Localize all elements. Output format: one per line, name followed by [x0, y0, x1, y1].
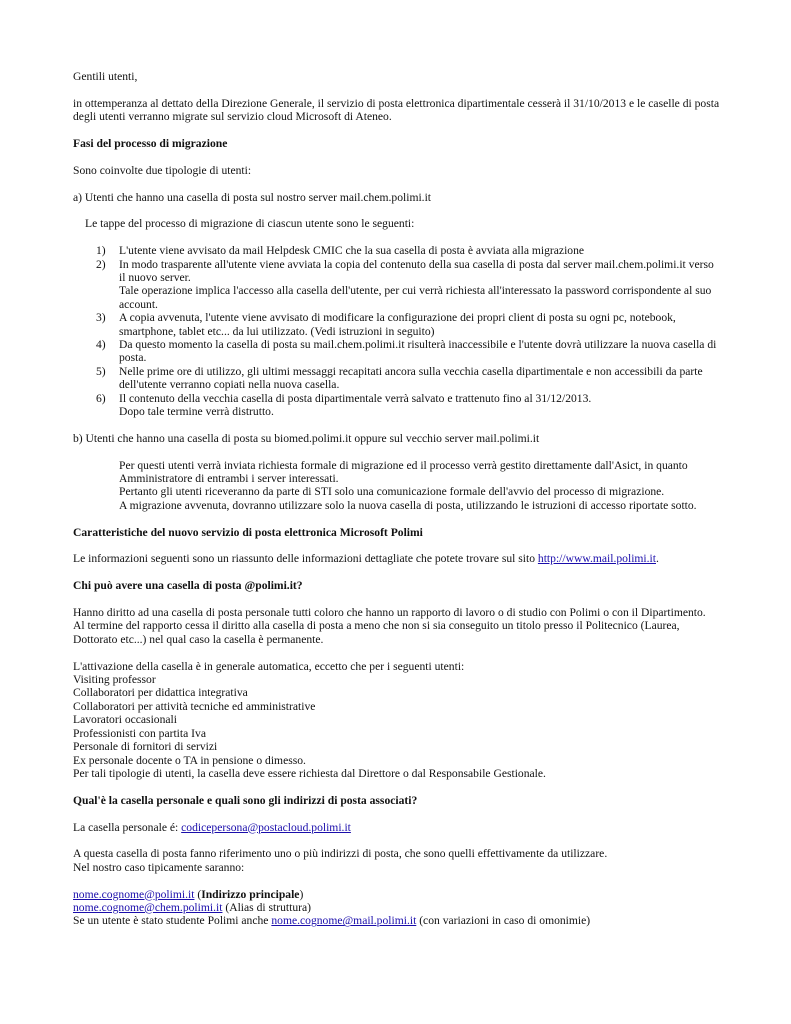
student-address-prefix: Se un utente è stato studente Polimi anche [73, 914, 272, 928]
step-number: 6) [96, 391, 106, 405]
step-number: 4) [96, 338, 106, 352]
step-text: L'utente viene avvisato da mail Helpdesk CMIC che la sua casella di posta è avviata alla migrazione [119, 244, 585, 258]
step-text: In modo trasparente all'utente viene avviata la copia del contenuto della sua casella di posta dal server mail.chem.polimi.it verso il nuovo server. [119, 257, 714, 284]
group-b-detail: A migrazione avvenuta, dovranno utilizzare solo la nuova casella di posta, utilizzando le istruzioni di accesso riportate sotto. [119, 498, 697, 512]
group-b-details [73, 459, 723, 513]
step-extra-text: Tale operazione implica l'accesso alla casella dell'utente, per cui verrà richiesta all'interessato la password corrispondente al suo account. [119, 284, 712, 311]
list-item: Professionisti con partita Iva [73, 726, 206, 740]
step-text: Da questo momento la casella di posta su mail.chem.polimi.it risulterà inaccessibile e l'utente dovrà utilizzare la nuova casella di posta. [119, 338, 717, 365]
info-text: Le informazioni seguenti sono un riassunto delle informazioni dettagliate che potete trovare sul sito [73, 552, 538, 566]
list-item: Ex personale docente o TA in pensione o dimesso. [73, 753, 306, 767]
users-intro: Sono coinvolte due tipologie di utenti: [73, 163, 252, 177]
info-text-end: . [656, 552, 659, 566]
list-item [73, 244, 723, 257]
eligibility-text: Hanno diritto ad una casella di posta personale tutti coloro che hanno un rapporto di lavoro o di studio con Polimi o con il Dipartimento. [73, 606, 706, 620]
activation-closing: Per tali tipologie di utenti, la casella deve essere richiesta dal Direttore o dal Responsabile Gestionale. [73, 766, 546, 780]
step-number: 3) [96, 311, 106, 325]
addresses-intro-text: Nel nostro caso tipicamente saranno: [73, 860, 245, 874]
group-a-label: a) Utenti che hanno una casella di posta sul nostro server mail.chem.polimi.it [73, 190, 432, 204]
primary-address-note: Indirizzo principale [201, 887, 300, 901]
document-page [73, 70, 723, 928]
address-list [73, 888, 723, 928]
migration-steps-list [73, 244, 723, 418]
personal-label: La casella personale é: [73, 820, 182, 834]
list-item [73, 365, 723, 392]
alias-address-link[interactable]: nome.cognome@chem.polimi.it [73, 900, 223, 914]
student-address-link[interactable]: nome.cognome@mail.polimi.it [271, 914, 417, 928]
group-b-detail: Per questi utenti verrà inviata richiesta formale di migrazione ed il processo verrà gestito direttamente dall'Asict, in quanto Amministratore di entrambi i server interessati. [119, 458, 688, 486]
list-item: Collaboratori per attività tecniche ed amministrative [73, 699, 316, 713]
personal-mailbox-link[interactable]: codicepersona@postacloud.polimi.it [181, 820, 351, 834]
list-item [73, 338, 723, 365]
addresses-intro [73, 847, 723, 874]
eligibility-paragraphs [73, 606, 723, 646]
step-number: 1) [96, 244, 106, 258]
step-text: A copia avvenuta, l'utente viene avvisato di modificare la configurazione dei propri client di posta su ogni pc, notebook, smartphone, tablet etc... da lui utilizzato. (Vedi istruzioni in seguito) [119, 311, 676, 338]
step-text: Nelle prime ore di utilizzo, gli ultimi messaggi recapitati ancora sulla vecchia casella dipartimentale e non accessibili da parte dell'utente verranno copiati nella nuova casella. [119, 364, 703, 392]
address-line-primary [73, 888, 723, 901]
paren-open: ( [194, 887, 202, 901]
list-item: Visiting professor [73, 673, 156, 687]
eligibility-text: Al termine del rapporto cessa il diritto alla casella di posta a meno che non si sia conseguito un titolo presso il Politecnico (Laurea, Dottorato etc...) nel qual caso la casella è permanente. [73, 619, 680, 646]
step-extra-text: Dopo tale termine verrà distrutto. [119, 405, 274, 419]
mail-polimi-link[interactable]: http://www.mail.polimi.it [537, 552, 656, 566]
group-b-label: b) Utenti che hanno una casella di posta su biomed.polimi.it oppure sul vecchio server mail.polimi.it [73, 431, 540, 445]
section-heading-migration: Fasi del processo di migrazione [73, 137, 228, 150]
address-line-alias [73, 901, 723, 914]
list-item [73, 311, 723, 338]
personal-mailbox-line [73, 821, 723, 834]
addresses-intro-text: A questa casella di posta fanno riferimento uno o più indirizzi di posta, che sono quelli effettivamente da utilizzare. [73, 847, 608, 861]
list-item: Collaboratori per didattica integrativa [73, 686, 248, 700]
list-item: Personale di fornitori di servizi [73, 740, 218, 754]
list-item [73, 392, 723, 419]
student-address-note: (con variazioni in caso di omonimie) [416, 914, 591, 928]
info-paragraph [73, 552, 723, 565]
section-heading-features: Caratteristiche del nuovo servizio di posta elettronica Microsoft Polimi [73, 525, 423, 539]
greeting: Gentili utenti, [73, 70, 138, 83]
section-heading-eligibility: Chi può avere una casella di posta @polimi.it? [73, 579, 303, 593]
step-text: Il contenuto della vecchia casella di posta dipartimentale verrà salvato e trattenuto fino al 31/12/2013. [119, 391, 592, 405]
list-item: Lavoratori occasionali [73, 713, 177, 727]
primary-address-link[interactable]: nome.cognome@polimi.it [73, 887, 195, 901]
list-item [73, 258, 723, 312]
address-line-student [73, 914, 723, 927]
group-b-detail: Pertanto gli utenti riceveranno da parte di STI solo una comunicazione formale dell'avvio del processo di migrazione. [119, 485, 665, 499]
activation-intro: L'attivazione della casella è in generale automatica, eccetto che per i seguenti utenti: [73, 659, 465, 673]
paren-close: ) [299, 887, 304, 901]
step-number: 5) [96, 364, 106, 378]
activation-block [73, 660, 723, 781]
intro-paragraph: in ottemperanza al dettato della Direzione Generale, il servizio di posta elettronica dipartimentale cesserà il 31/10/2013 e le caselle di posta degli utenti verranno migrate sul servizio cloud Microsoft di Ateneo. [73, 96, 720, 124]
step-number: 2) [96, 257, 106, 271]
section-heading-addresses: Qual'è la casella personale e quali sono gli indirizzi di posta associati? [73, 793, 418, 807]
alias-address-note: (Alias di struttura) [222, 900, 311, 914]
steps-intro: Le tappe del processo di migrazione di ciascun utente sono le seguenti: [85, 217, 415, 231]
